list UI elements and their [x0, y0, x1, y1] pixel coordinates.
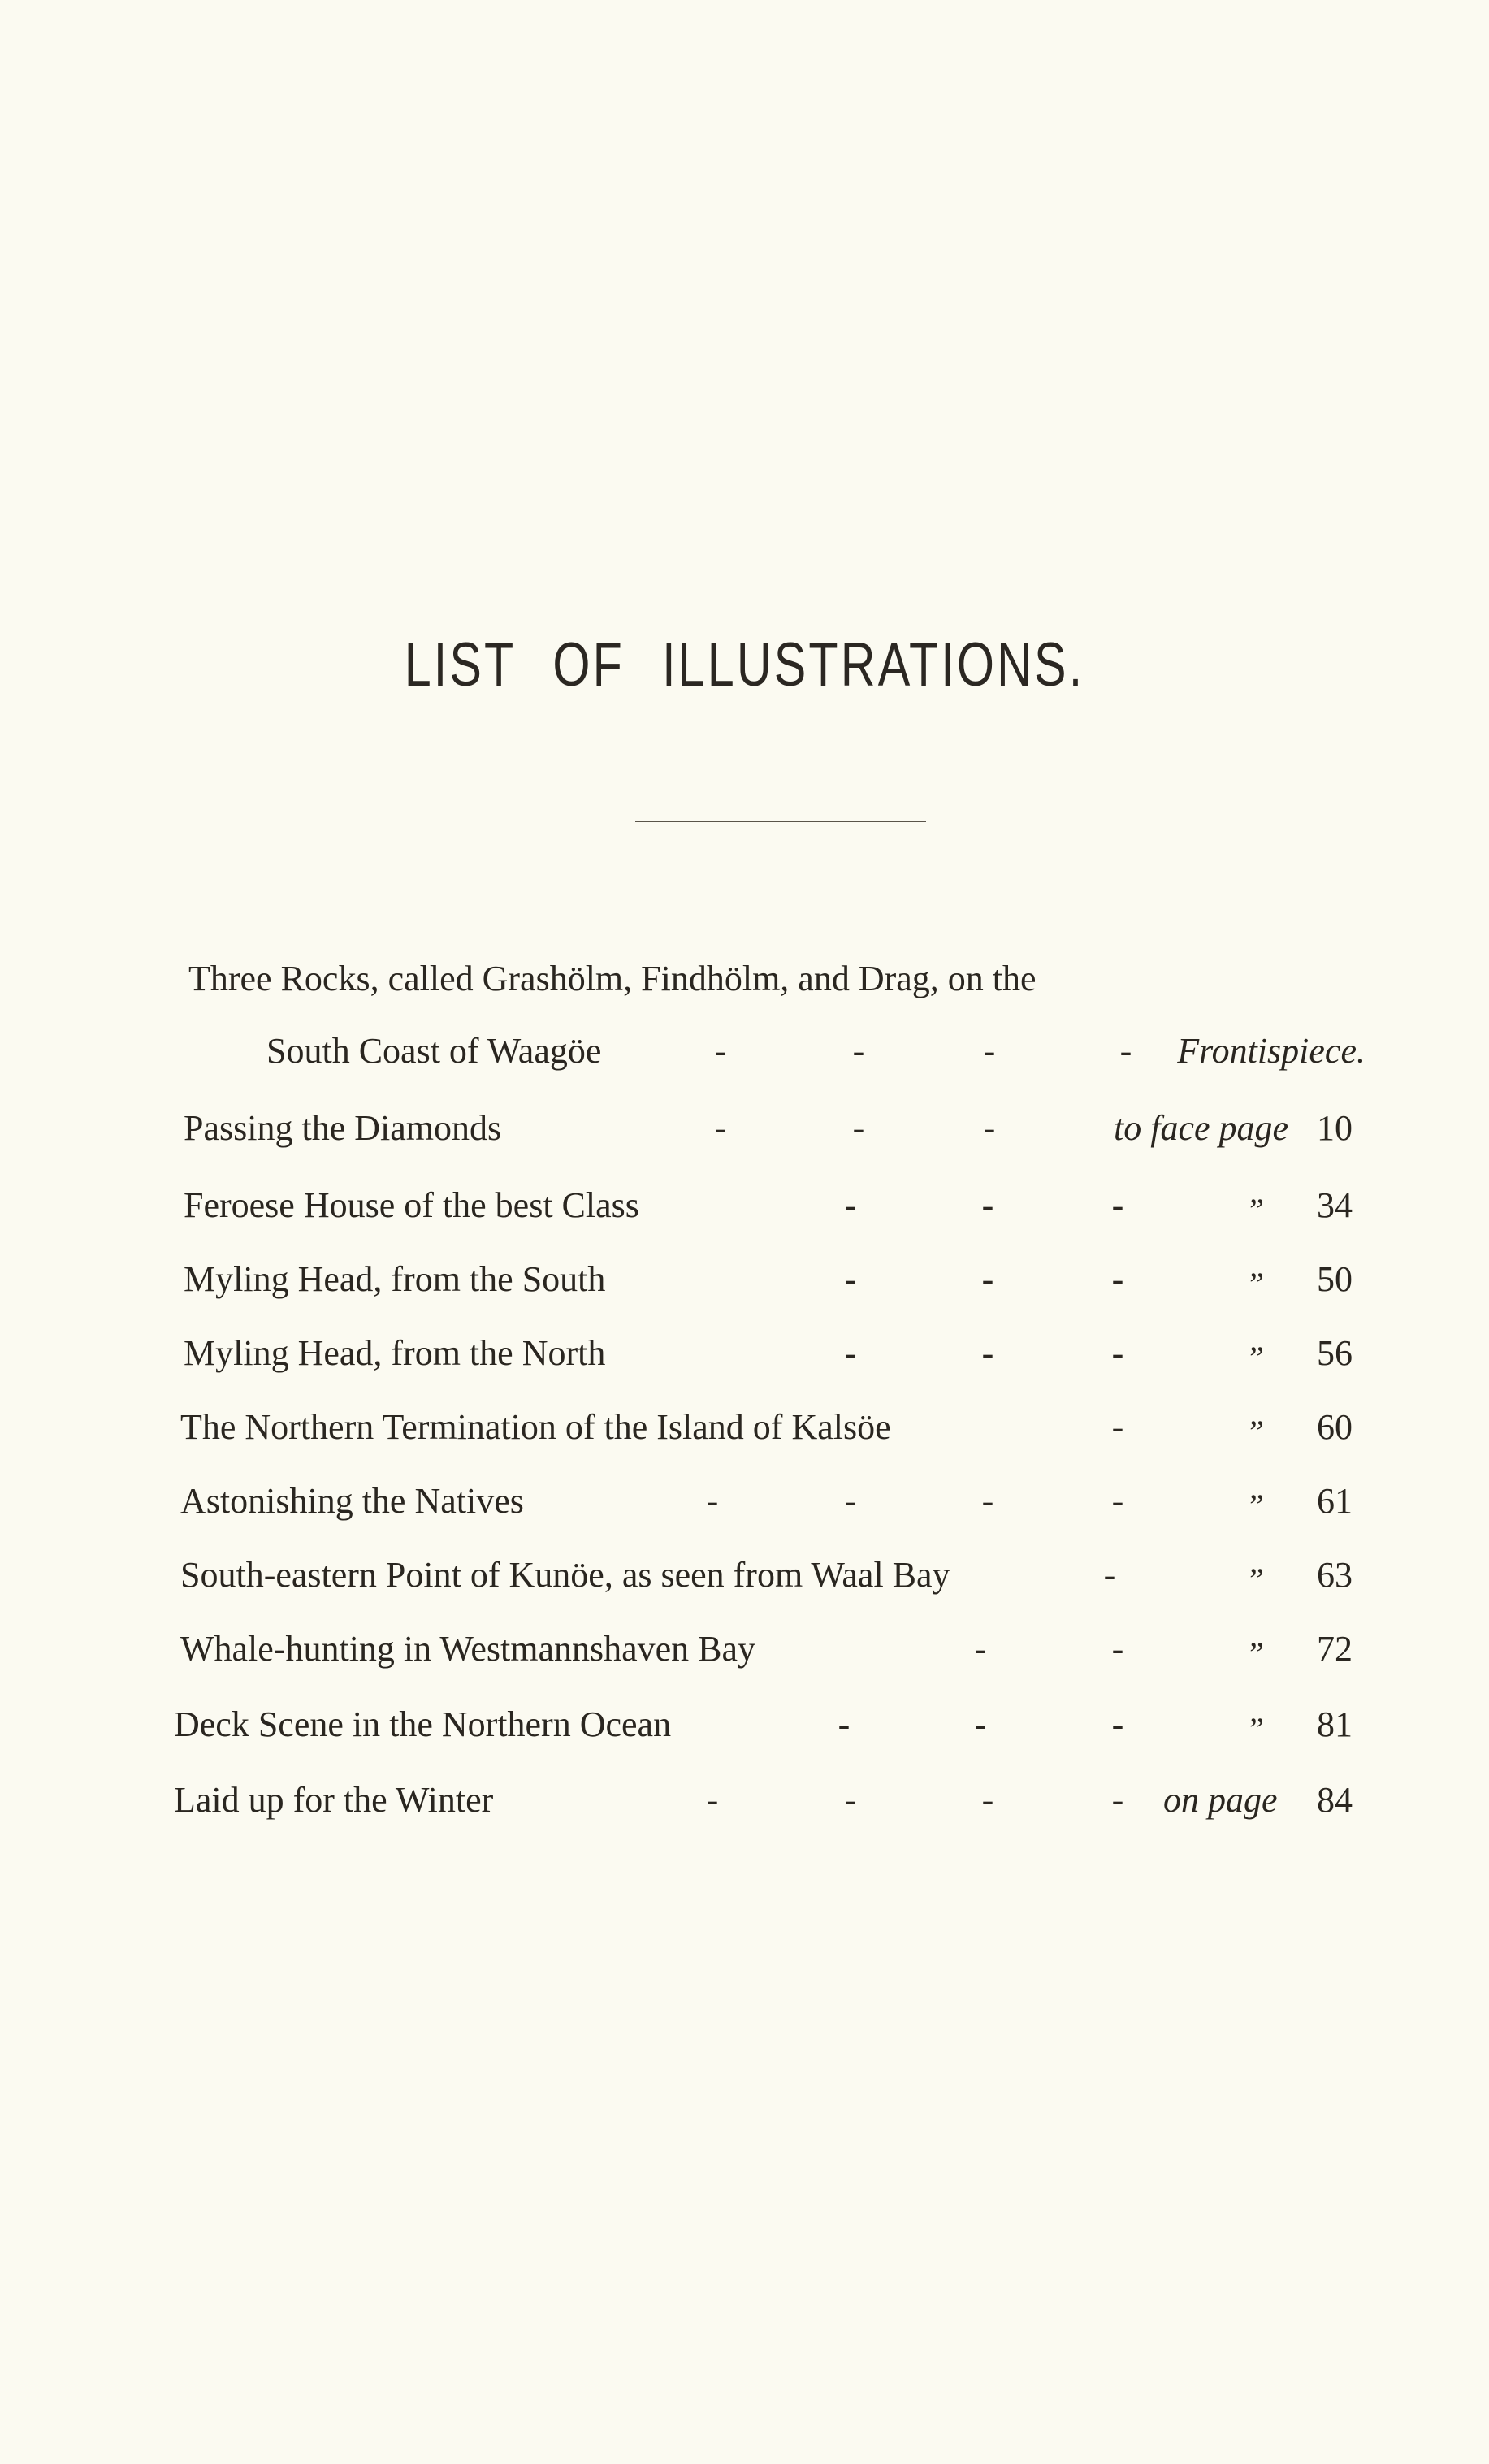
entry-title: Myling Head, from the South	[184, 1259, 606, 1299]
leader-dash: -	[844, 1780, 857, 1820]
ditto-mark: ”	[1249, 1414, 1264, 1450]
entry-page-label: to face page	[1114, 1108, 1289, 1148]
leader-dash: -	[1111, 1407, 1124, 1447]
ditto-mark: ”	[1249, 1561, 1264, 1598]
entry-title: Myling Head, from the North	[184, 1333, 606, 1373]
entry-title-line2: South Coast of Waagöe	[266, 1031, 602, 1071]
entry-title: Whale-hunting in Westmannshaven Bay	[180, 1629, 756, 1669]
leader-dash: -	[1111, 1185, 1124, 1225]
leader-dash: -	[974, 1704, 987, 1744]
entry-title-line1: Three Rocks, called Grashölm, Findhölm, and Drag, on the	[188, 959, 1037, 998]
ditto-mark: ”	[1249, 1635, 1264, 1672]
entry-title: Feroese House of the best Class	[184, 1185, 639, 1225]
list-item-frontispiece-cont	[0, 1027, 1489, 1076]
entry-page-number: 63	[1317, 1555, 1353, 1595]
leader-dash: -	[852, 1031, 865, 1071]
entry-title: The Northern Termination of the Island of Kalsöe	[180, 1407, 891, 1447]
leader-dash: -	[706, 1780, 719, 1820]
entry-title: Deck Scene in the Northern Ocean	[174, 1704, 672, 1744]
ditto-mark: ”	[1249, 1340, 1264, 1376]
leader-dash: -	[852, 1108, 865, 1148]
list-item	[0, 1403, 1489, 1452]
title-rule	[635, 821, 926, 822]
list-item	[0, 1700, 1489, 1749]
leader-dash: -	[1111, 1481, 1124, 1521]
entry-page-number: 50	[1317, 1259, 1353, 1299]
entry-title: Passing the Diamonds	[184, 1108, 502, 1148]
leader-dash: -	[714, 1108, 727, 1148]
ditto-mark: ”	[1249, 1711, 1264, 1747]
leader-dash: -	[1111, 1629, 1124, 1669]
list-item	[0, 1181, 1489, 1230]
ditto-mark: ”	[1249, 1192, 1264, 1228]
leader-dash: -	[981, 1780, 994, 1820]
leader-dash: -	[981, 1185, 994, 1225]
entry-page-number: 10	[1317, 1108, 1353, 1148]
leader-dash: -	[981, 1333, 994, 1373]
list-item	[0, 1329, 1489, 1378]
entry-page-number: 34	[1317, 1185, 1353, 1225]
leader-dash: -	[714, 1031, 727, 1071]
leader-dash: -	[1119, 1031, 1132, 1071]
leader-dash: -	[974, 1629, 987, 1669]
leader-dash: -	[1111, 1259, 1124, 1299]
list-item	[0, 1104, 1489, 1153]
leader-dash: -	[844, 1481, 857, 1521]
entry-page-number: 60	[1317, 1407, 1353, 1447]
leader-dash: -	[1111, 1333, 1124, 1373]
list-item	[0, 1551, 1489, 1600]
entry-page-number: 81	[1317, 1704, 1353, 1744]
entry-title: South-eastern Point of Kunöe, as seen from Waal Bay	[180, 1555, 950, 1595]
list-item	[0, 1477, 1489, 1526]
entry-title: Astonishing the Natives	[180, 1481, 524, 1521]
entry-page-number: 61	[1317, 1481, 1353, 1521]
leader-dash: -	[844, 1259, 857, 1299]
entry-page-number: 84	[1317, 1780, 1353, 1820]
leader-dash: -	[981, 1259, 994, 1299]
entry-page-label: on page	[1163, 1780, 1278, 1820]
leader-dash: -	[983, 1108, 996, 1148]
entry-page-number: 56	[1317, 1333, 1353, 1373]
entry-page-label: Frontispiece.	[1177, 1031, 1366, 1071]
page-title: LIST OF ILLUSTRATIONS.	[404, 630, 1085, 699]
leader-dash: -	[838, 1704, 851, 1744]
ditto-mark: ”	[1249, 1487, 1264, 1524]
list-item	[0, 1255, 1489, 1304]
leader-dash: -	[1111, 1780, 1124, 1820]
leader-dash: -	[983, 1031, 996, 1071]
leader-dash: -	[1111, 1704, 1124, 1744]
list-item	[0, 1625, 1489, 1674]
ditto-mark: ”	[1249, 1266, 1264, 1302]
leader-dash: -	[844, 1333, 857, 1373]
list-item-frontispiece	[0, 955, 1489, 1003]
entry-page-number: 72	[1317, 1629, 1353, 1669]
leader-dash: -	[844, 1185, 857, 1225]
leader-dash: -	[706, 1481, 719, 1521]
entry-title: Laid up for the Winter	[174, 1780, 494, 1820]
leader-dash: -	[1103, 1555, 1116, 1595]
list-item	[0, 1776, 1489, 1825]
leader-dash: -	[981, 1481, 994, 1521]
